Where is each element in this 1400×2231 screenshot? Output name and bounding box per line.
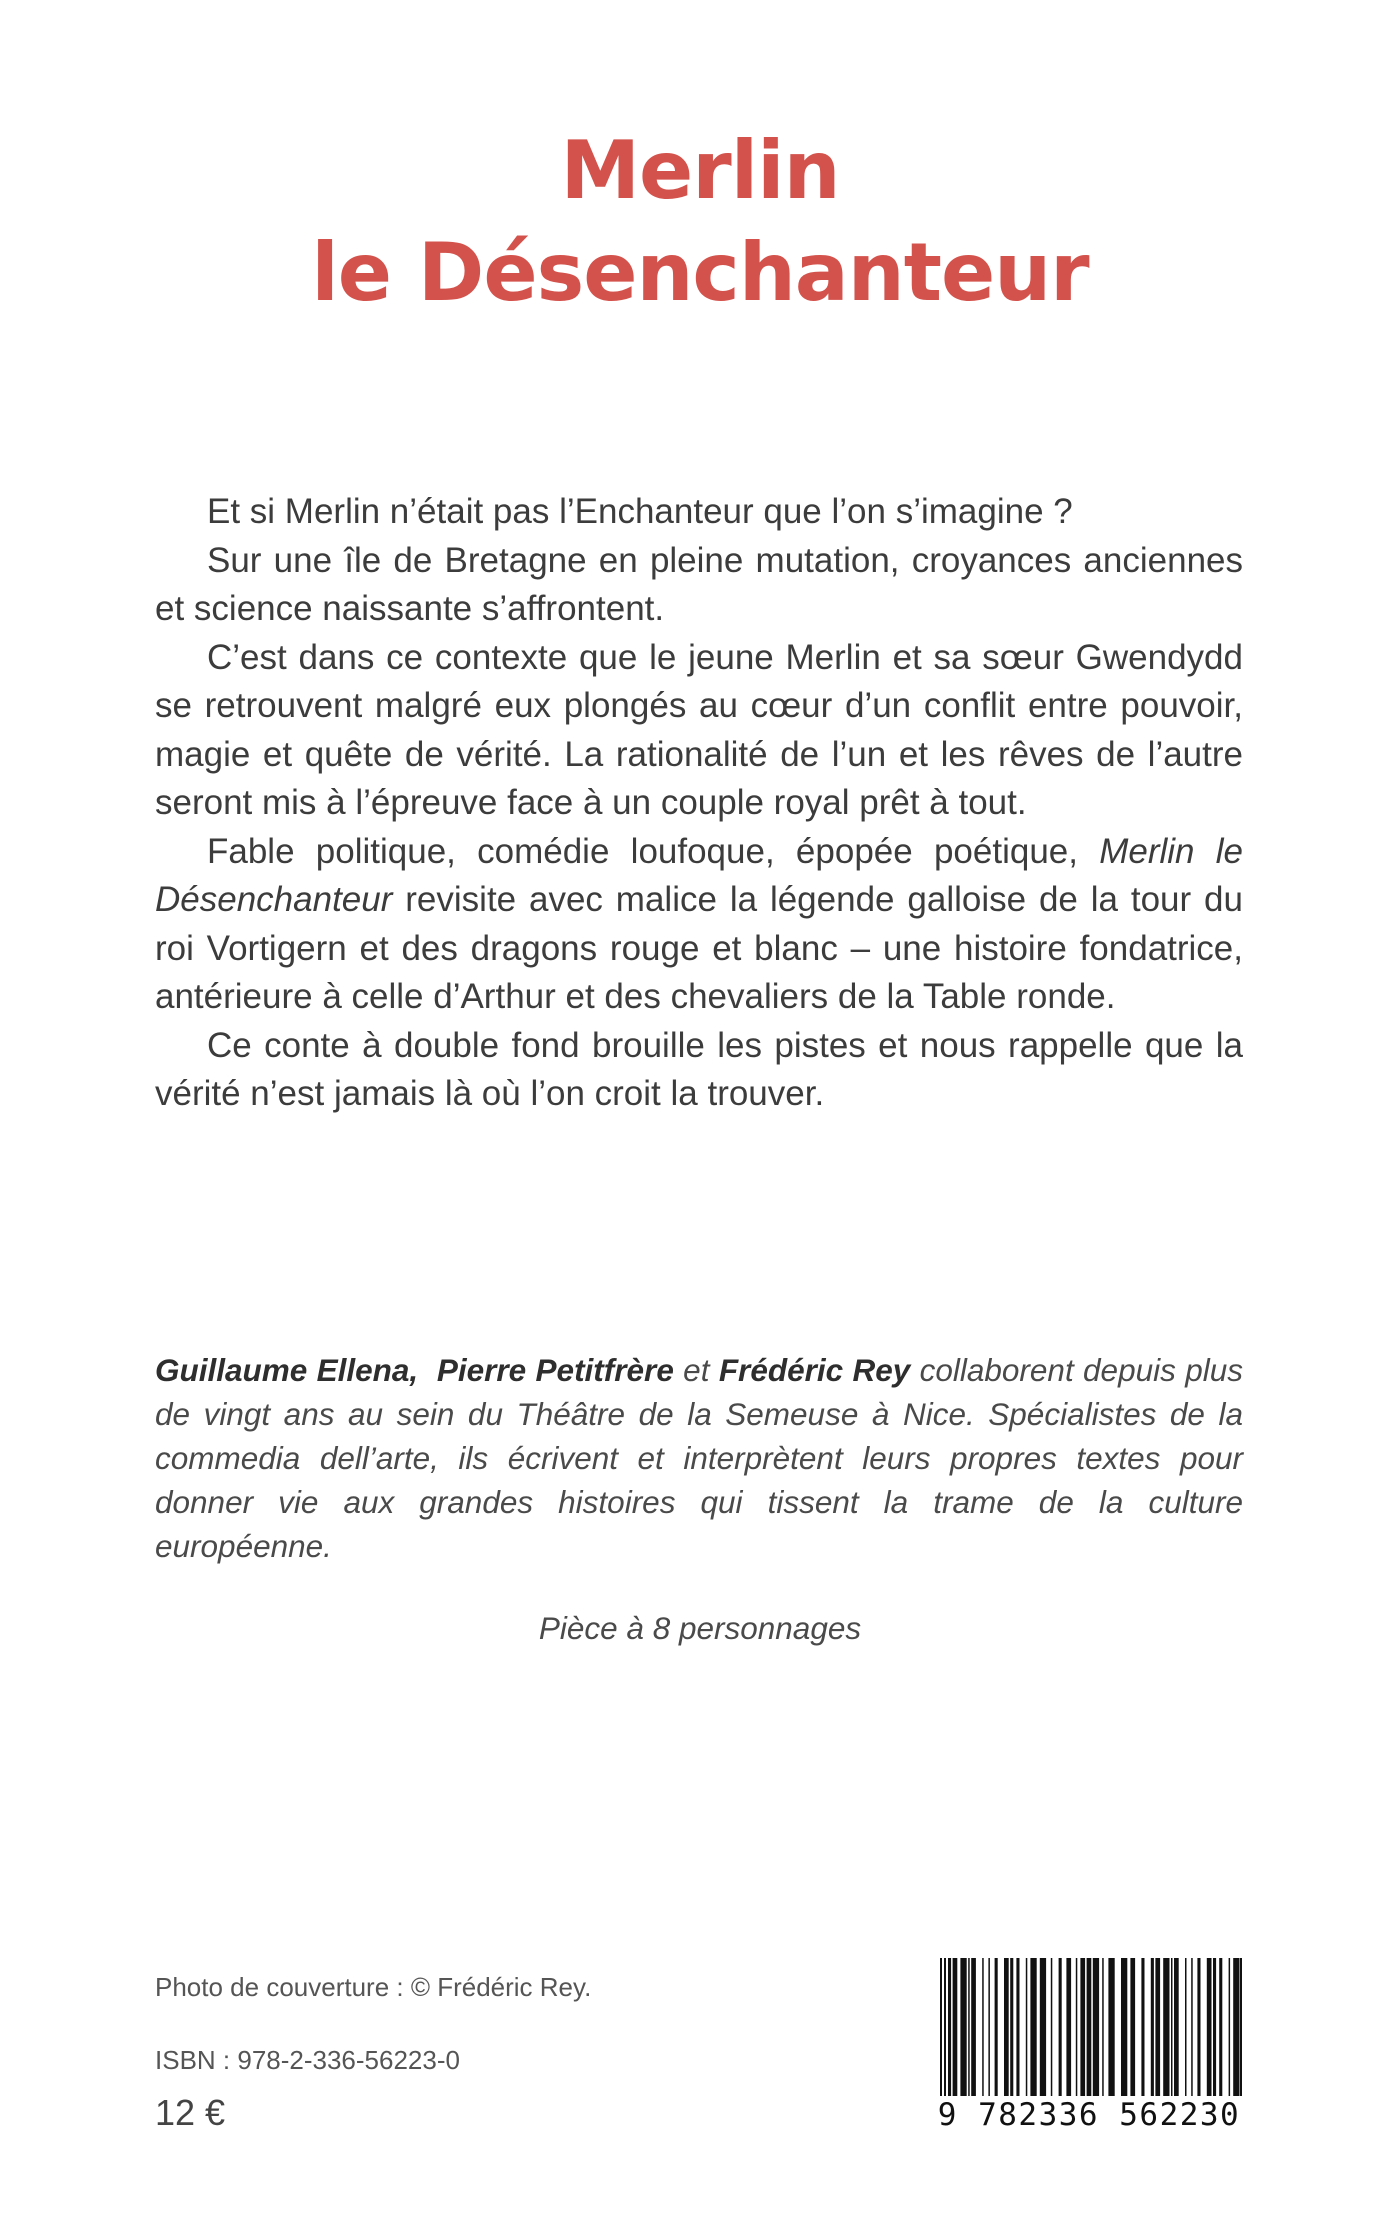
blurb-p4-start: Fable politique, comédie loufoque, épopée poétique, — [207, 831, 1100, 871]
blurb-p4-end: revisite avec malice la légende galloise de la tour du roi Vortigern et des dragons rouge et blanc – une histoire fondatrice, antérieure à celle d’Arthur et des chevaliers de la Table ronde. — [155, 880, 1243, 1016]
author-name-3: Frédéric Rey — [718, 1352, 911, 1388]
back-cover-blurb — [155, 488, 1243, 1119]
blurb-paragraph-4 — [155, 828, 1243, 1022]
authors-connector: et — [673, 1352, 719, 1388]
authors-bio-text: collaborent depuis plus de vingt ans au sein du Théâtre de la Semeuse à Nice. Spécialistes de la commedia dell’arte, ils écrivent et interprètent leurs propres textes pour donner vie aux grandes histoires qui tissent la trame de la culture européenne. — [155, 1352, 1243, 1564]
title-line-2: le Désenchanteur — [311, 226, 1089, 319]
price: 12 € — [155, 2092, 226, 2133]
barcode-digits: 9 782336 562230 — [930, 2096, 1248, 2134]
author-name-2: Pierre Petitfrère — [436, 1352, 674, 1388]
cast-size: Pièce à 8 personnages — [538, 1610, 862, 1646]
photo-credit: Photo de couverture : © Frédéric Rey. — [155, 1972, 592, 2002]
book-title — [0, 120, 1400, 324]
title-line-1: Merlin — [560, 124, 840, 217]
isbn-barcode — [930, 1958, 1248, 2134]
blurb-paragraph-3: C’est dans ce contexte que le jeune Merlin et sa sœur Gwendydd se retrouvent malgré eux plongés au cœur d’un conflit entre pouvoir, magie et quête de vérité. La rationalité de l’un et les rêves de l’autre seront mis à l’épreuve face à un couple royal prêt à tout. — [155, 637, 1243, 822]
blurb-p4-book-title: Merlin le Désenchanteur — [155, 831, 1243, 919]
isbn: ISBN : 978-2-336-56223-0 — [155, 2045, 460, 2075]
author-name-1: Guillaume Ellena, — [155, 1352, 419, 1388]
blurb-paragraph-2: Sur une île de Bretagne en pleine mutation, croyances anciennes et science naissante s’affrontent. — [155, 540, 1243, 628]
authors-bio — [155, 1348, 1243, 1568]
blurb-paragraph-1: Et si Merlin n’était pas l’Enchanteur que l’on s’imagine ? — [207, 492, 1073, 531]
blurb-paragraph-5: Ce conte à double fond brouille les pistes et nous rappelle que la vérité n’est jamais là où l’on croit la trouver. — [155, 1025, 1243, 1113]
